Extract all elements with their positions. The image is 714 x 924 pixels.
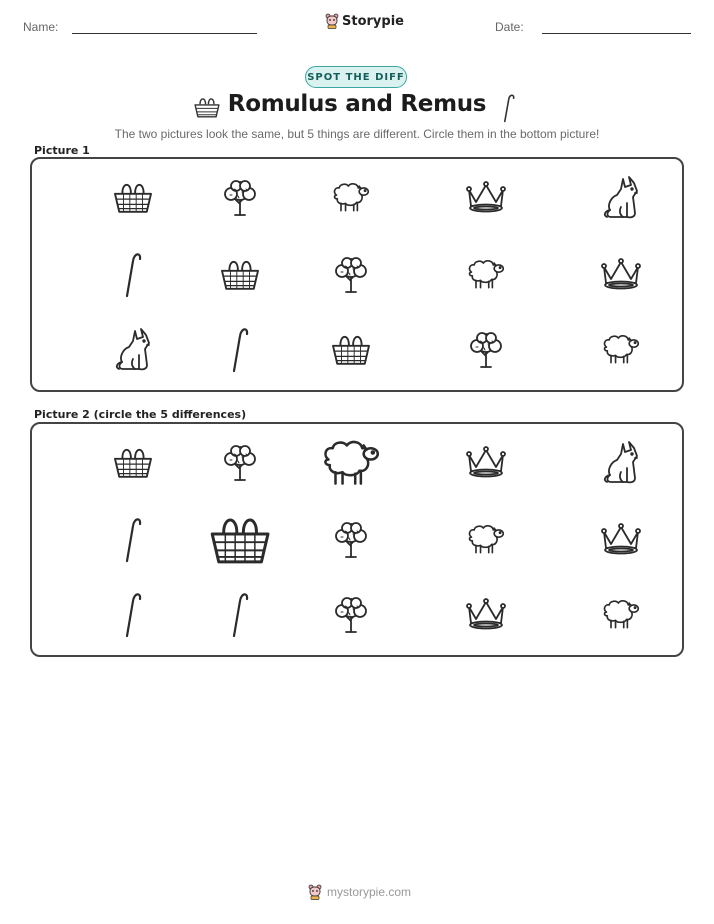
picture1-panel[interactable] xyxy=(30,157,684,392)
p1-wolf-icon[interactable] xyxy=(601,173,641,221)
p1-sheep-icon[interactable] xyxy=(601,332,641,366)
p1-crown-icon[interactable] xyxy=(599,257,643,291)
p1-basket-icon[interactable] xyxy=(218,256,262,292)
p2-tree-icon[interactable] xyxy=(220,442,260,482)
picture2-panel[interactable] xyxy=(30,422,684,657)
name-label: Name: xyxy=(23,20,59,34)
p1-tree-icon[interactable] xyxy=(331,254,371,294)
footer-url: mystorypie.com xyxy=(327,885,412,899)
instructions: The two pictures look the same, but 5 things are different. Circle them in the bottom picture! xyxy=(114,127,600,141)
p1-basket-icon[interactable] xyxy=(329,331,373,367)
footer xyxy=(308,884,411,900)
p2-basket-icon[interactable] xyxy=(206,511,274,567)
p2-sheep-icon[interactable] xyxy=(466,522,506,556)
worksheet-title: Romulus and Remus xyxy=(227,91,487,117)
date-line[interactable] xyxy=(542,33,691,34)
p1-wolf-icon[interactable] xyxy=(113,325,153,373)
p2-sheep-icon[interactable] xyxy=(320,436,382,489)
p1-sheep-icon[interactable] xyxy=(466,257,506,291)
p2-wolf-icon[interactable] xyxy=(601,438,641,486)
p2-staff-icon[interactable] xyxy=(123,589,143,639)
p2-crown-icon[interactable] xyxy=(599,522,643,556)
p2-crown-icon[interactable] xyxy=(464,597,508,631)
p2-staff-icon[interactable] xyxy=(123,514,143,564)
p1-staff-icon[interactable] xyxy=(123,249,143,299)
p1-tree-icon[interactable] xyxy=(466,329,506,369)
storypie-mascot-icon xyxy=(325,13,339,29)
p1-basket-icon[interactable] xyxy=(111,179,155,215)
p1-tree-icon[interactable] xyxy=(220,177,260,217)
picture2-label: Picture 2 (circle the 5 differences) xyxy=(34,408,247,421)
date-label: Date: xyxy=(495,20,524,34)
brand-name: Storypie xyxy=(342,13,404,29)
p2-tree-icon[interactable] xyxy=(331,519,371,559)
p2-sheep-icon[interactable] xyxy=(601,597,641,631)
brand-logo xyxy=(325,13,404,29)
storypie-mascot-icon xyxy=(308,884,322,900)
p2-tree-icon[interactable] xyxy=(331,594,371,634)
p2-staff-icon[interactable] xyxy=(230,589,250,639)
p2-crown-icon[interactable] xyxy=(464,445,508,479)
name-line[interactable] xyxy=(72,33,257,34)
shepherd-staff-icon xyxy=(500,90,516,129)
p1-sheep-icon[interactable] xyxy=(331,180,371,214)
p2-basket-icon[interactable] xyxy=(111,444,155,480)
p1-crown-icon[interactable] xyxy=(464,180,508,214)
p1-staff-icon[interactable] xyxy=(230,324,250,374)
picture1-label: Picture 1 xyxy=(34,144,90,157)
spot-the-diff-badge: SPOT THE DIFF xyxy=(305,66,407,88)
